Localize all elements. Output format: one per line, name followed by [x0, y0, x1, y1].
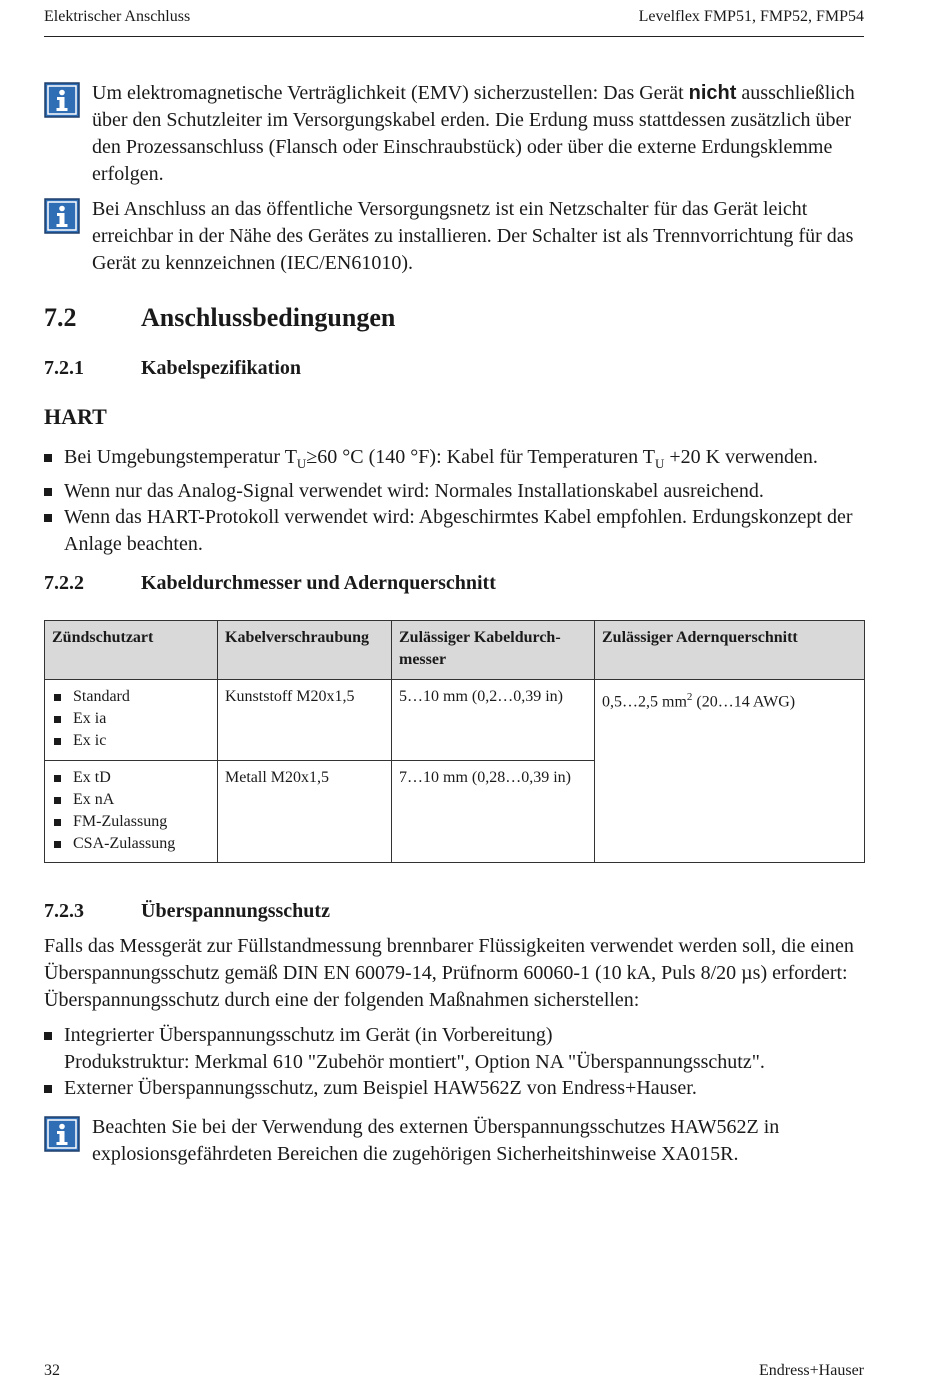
- info-note-netzschalter: [44, 196, 866, 277]
- text-part: Produkstruktur: Merkmal 610 "Zubehör montiert", Option NA "Überspannungsschutz".: [64, 1050, 765, 1073]
- list-item: [44, 1022, 866, 1075]
- table-row: [45, 680, 865, 761]
- list-item: Externer Überspannungsschutz, zum Beispiel HAW562Z von Endress+Hauser.: [44, 1075, 866, 1102]
- text-part: Bei Umgebungstemperatur T: [64, 446, 297, 468]
- list-item: Standard: [52, 686, 210, 708]
- column-header: Zulässiger Kabeldurch-messer: [392, 621, 595, 680]
- info-icon: [44, 198, 80, 234]
- list-item: Ex ic: [52, 730, 210, 752]
- page-header: [44, 8, 864, 37]
- protection-type-list: [52, 767, 210, 855]
- note-text-part: ausschließlich über den Schutzleiter im Versorgungskabel erden. Die Erdung muss stattdessen zusätzlich über den Prozessanschluss (Flansch oder Einschraubstück) oder über die externe Erdungsklemme erfolgen.: [92, 82, 855, 185]
- subscript: U: [296, 456, 307, 471]
- column-header: Zulässiger Adernquerschnitt: [595, 621, 865, 680]
- section-title: Überspannungsschutz: [141, 900, 330, 922]
- section-number: 7.2.1: [44, 357, 84, 379]
- info-note-text: [92, 80, 866, 188]
- surge-bullet-list: [44, 1022, 866, 1102]
- info-icon: [44, 1116, 80, 1152]
- section-heading-7-2-1: [44, 357, 301, 380]
- cable-spec-table: [44, 620, 865, 863]
- info-icon: [44, 82, 80, 118]
- column-header: Zündschutzart: [45, 621, 218, 680]
- section-heading-7-2-2: [44, 572, 496, 595]
- list-item: Ex tD: [52, 767, 210, 789]
- surge-intro-paragraph: Falls das Messgerät zur Füllstandmessung brennbarer Flüssigkeiten verwendet werden soll, die einen Überspannungsschutz gemäß DIN EN 60079-14, Prüfnorm 60060-1 (10 kA, Puls 8/20 µs) erfordert: Überspannungsschutz durch eine der folgenden Maßnahmen sicherstellen:: [44, 935, 854, 1011]
- section-number: 7.2.3: [44, 900, 84, 922]
- info-note-text: Bei Anschluss an das öffentliche Versorgungsnetz ist ein Netzschalter für das Gerät leicht erreichbar in der Nähe des Gerätes zu installieren. Der Schalter ist als Trennvorrichtung für das Gerät zu kennzeichnen (IEC/EN61010).: [92, 198, 854, 274]
- subscript: U: [654, 456, 665, 471]
- section-number: 7.2.2: [44, 572, 84, 594]
- list-item: Wenn nur das Analog-Signal verwendet wird: Normales Installationskabel ausreichend.: [44, 478, 866, 505]
- header-product-title: Levelflex FMP51, FMP52, FMP54: [638, 8, 864, 25]
- page-number: 32: [44, 1362, 60, 1379]
- info-note-emv: [44, 80, 866, 188]
- section-title: Kabeldurchmesser und Adernquerschnitt: [141, 572, 496, 594]
- list-item: Ex nA: [52, 789, 210, 811]
- section-heading-7-2-3: [44, 900, 330, 923]
- section-title: Kabelspezifikation: [141, 357, 302, 379]
- table-header-row: [45, 621, 865, 680]
- table-cell-diameter: 5…10 mm (0,2…0,39 in): [392, 680, 595, 761]
- text-part: +20 K verwenden.: [664, 446, 818, 468]
- list-item: Ex ia: [52, 708, 210, 730]
- text-part: 0,5…2,5 mm: [602, 693, 687, 711]
- info-note-haw562z: [44, 1114, 866, 1168]
- list-item: FM-Zulassung: [52, 811, 210, 833]
- table-cell-gland: Kunststoff M20x1,5: [218, 680, 392, 761]
- header-section-title: Elektrischer Anschluss: [44, 8, 191, 25]
- table-cell-cross-section: [595, 680, 865, 863]
- protection-type-list: [52, 686, 210, 752]
- section-heading-7-2: [44, 303, 395, 333]
- text-part: Integrierter Überspannungsschutz im Gerät (in Vorbereitung): [64, 1024, 553, 1046]
- text-part: (20…14 AWG): [692, 693, 796, 711]
- table-cell-gland: Metall M20x1,5: [218, 761, 392, 863]
- hart-heading: HART: [44, 404, 107, 429]
- table-cell-diameter: 7…10 mm (0,28…0,39 in): [392, 761, 595, 863]
- info-note-text: Beachten Sie bei der Verwendung des externen Überspannungsschutzes HAW562Z in explosionsgefährdeten Bereichen die zugehörigen Sicherheitshinweise XA015R.: [92, 1116, 780, 1165]
- list-item: [44, 444, 866, 478]
- section-number: 7.2: [44, 303, 77, 332]
- list-item: CSA-Zulassung: [52, 833, 210, 855]
- superscript: 2: [686, 691, 693, 703]
- section-title: Anschlussbedingungen: [141, 303, 396, 332]
- hart-bullet-list: [44, 444, 866, 557]
- table-cell-protection-types: [45, 761, 218, 863]
- list-item: Wenn das HART-Protokoll verwendet wird: Abgeschirmtes Kabel empfohlen. Erdungskonzept der Anlage beachten.: [44, 504, 866, 557]
- note-text-part: Um elektromagnetische Verträglichkeit (EMV) sicherzustellen: Das Gerät: [92, 82, 689, 104]
- footer-brand: Endress+Hauser: [759, 1362, 864, 1379]
- table-cell-protection-types: [45, 680, 218, 761]
- column-header: Kabelverschraubung: [218, 621, 392, 680]
- note-emphasis: nicht: [688, 82, 737, 104]
- text-part: ≥60 °C (140 °F): Kabel für Temperaturen T: [306, 446, 655, 468]
